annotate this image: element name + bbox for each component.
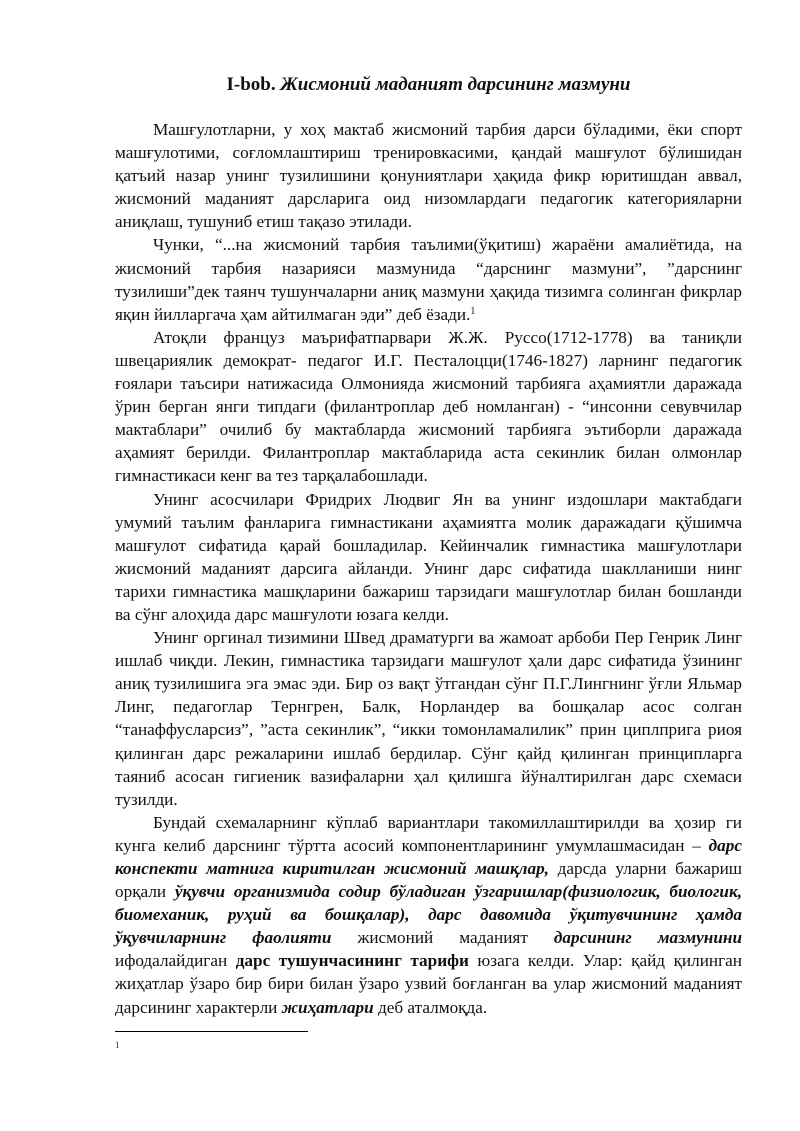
chapter-number: I-bob. [226,74,276,95]
emphasis-aspects: жиҳатлари [281,997,374,1017]
paragraph-2 [115,233,742,325]
emphasis-lesson-definition: дарс тушунчасининг тарифи [235,951,469,971]
document-page [115,72,742,1019]
paragraph-5: Унинг оргинал тизимини Швед драматурги ва жамоат арбоби Пер Генрик Линг ишлаб чиқди. Лекин, гимнастика тарзидаги машғулот ҳали дарс сифатида ўзининг аниқ тузилишига эга эмас эди. Бир оз вақт ўтгандан сўнг П.Г.Лингнинг ўғли Яльмар Линг, педагоглар Тернгрен, Балк, Норландер ва бошқалар асос солган “танаффусларсиз”, ”аста секинлик”, “икки томонламалилик” прин циплприга риоя қилинган дарс режаларини ишлаб бердилар. Сўнг қайд қилинган принципларга таяниб асосан гигиеник вазифаларни ҳал қилишга йўналтирилган дарс схемаси тузилди. [115,628,742,809]
footnote-marker: 1 [115,1040,120,1050]
paragraph-1: Машғулотларни, у хоҳ мактаб жисмоний тарбия дарси бўладими, ёки спорт машғулотими, соғломлаштириш тренировкасими, қандай машғулот бўлишидан қатъий назар унинг тузилишини қонуниятлари ҳақида фикр юритишдан аввал, жисмоний маданият дарсларига оид низомлардаги педагогик категорияларни аниқлаш, тушуниб етиш тақазо этилади. [115,120,742,232]
paragraph-6-text: Бундай схемаларнинг кўплаб вариантлари такомиллаштирилди ва ҳозир ги кунга келиб дарснинг тўртта асосий компонентларининг умумлашмасидан – [115,812,742,855]
paragraph-6-text: ифодалайдиган [115,951,236,971]
footnote-separator [115,1031,308,1032]
emphasis-physical-exercises: дарс конспекти матнига киритилган жисмоний машқлар, [115,835,742,878]
paragraph-3: Атоқли француз маърифатпарвари Ж.Ж. Руссо(1712-1778) ва таниқли швецариялик демократ- педагог И.Г. Песталоцци(1746-1827) ларнинг педагогик ғоялари таъсири натижасида Олмонияда жисмоний тарбияга аҳамиятли даражада ўрин берган янги типдаги (филантроплар деб номланган) - “инсонни севувчилар мактаблари” очилиб бу мактабларда жисмоний тарбияга эътиборли даражада аҳамият берилди. Филантроплар мактабларида аста секинлик билан олмонлар гимнастикаси кенг ва тез тарқалабошлади. [115,327,742,486]
chapter-heading-text: Жисмоний маданият дарсининг мазмуни [280,74,631,95]
paragraph-6 [115,811,742,1019]
chapter-title [115,72,742,98]
paragraph-6-text: деб аталмоқда. [373,997,488,1017]
footnote-reference[interactable]: 1 [470,305,476,317]
paragraph-4: Унинг асосчилари Фридрих Людвиг Ян ва унинг издошлари мактабдаги умумий таълим фанларига гимнастикани аҳамиятга молик даражадаги қўшимча машғулот сифатида қарай бошладилар. Кейинчалик гимнастика машғулотлари жисмоний маданият дарсига айланди. Унинг дарс сифатида шаклланиши нинг тарихи гимнастика машқларини бажариш тарзидаги машғулотлар билан бошланди ва сўнг алоҳида дарс машғулоти юзага келди. [115,489,742,624]
emphasis-lesson-content: дарсининг мазмунини [553,928,743,948]
emphasis-organism-changes: ўқувчи организмида содир бўладиган ўзгаришлар(физиологик, биологик, биомеханик, руҳий ва бошқалар), дарс давомида ўқитувчининг ҳамда ўқувчиларнинг фаолияти [115,882,742,948]
paragraph-6-text: юзага келди. Улар: қайд қилинган жиҳатлар ўзаро бир бири билан ўзаро узвий боғланган ва улар жисмоний маданият дарсининг характерли [115,951,742,1017]
paragraph-6-text: жисмоний маданият [331,928,554,948]
paragraph-2-text: Чунки, “...на жисмоний тарбия таълими(ўқитиш) жараёни амалиётида, на жисмоний тарбия назарияси мазмунида “дарснинг мазмуни”, ”дарснинг тузилиши”дек таянч тушунчаларни аниқ мазмуни ҳақида тизимга солинган фикрлар яқин йилларгача ҳам айтилмаган эди” деб ёзади. [115,235,742,324]
paragraph-6-text: дарсда уларни бажариш орқали [115,859,742,902]
